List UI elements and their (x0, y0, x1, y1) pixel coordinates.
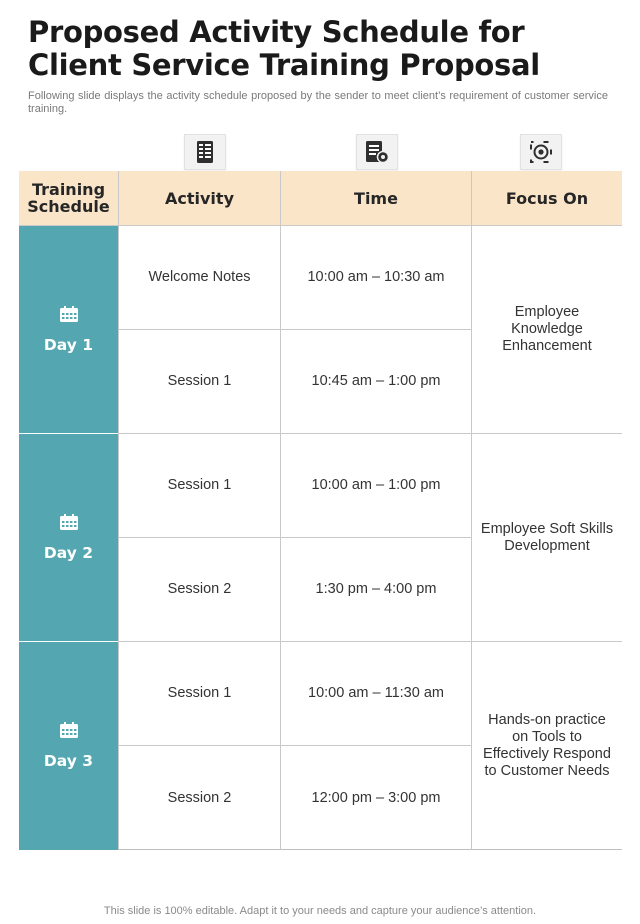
calendar-icon (59, 514, 79, 535)
grid-line (118, 171, 119, 850)
footer-note: This slide is 100% editable. Adapt it to your needs and capture your audience’s attention. (103, 905, 537, 917)
grid-line (118, 745, 471, 746)
header-training-schedule: Training Schedule (19, 171, 118, 225)
time-cell: 10:00 am – 1:00 pm (311, 477, 441, 493)
document-gear-icon (356, 134, 398, 170)
time-cell: 10:45 am – 1:00 pm (311, 373, 441, 389)
target-icon (520, 134, 562, 170)
grid-line (19, 225, 622, 226)
day-cell (19, 642, 118, 850)
activity-cell: Session 2 (167, 789, 232, 806)
activity-cell: Session 1 (167, 373, 232, 389)
header-activity: Activity (119, 171, 280, 225)
focus-cell: Hands-on practice on Tools to Effectively Respond to Customer Needs (483, 712, 611, 779)
activity-cell: Welcome Notes (148, 269, 251, 285)
time-cell: 10:00 am – 11:30 am (308, 685, 444, 701)
activity-cell: Session 1 (167, 477, 232, 493)
time-cell: 10:00 am – 10:30 am (307, 269, 445, 285)
header-time: Time (281, 171, 471, 225)
header-focus-on: Focus On (472, 171, 622, 225)
grid-line (118, 641, 622, 642)
focus-cell: Employee Soft Skills Development (480, 520, 614, 554)
day-cell (19, 434, 118, 641)
day-cell (19, 226, 118, 433)
focus-cell: Employee Knowledge Enhancement (502, 304, 592, 354)
day-label: Day 2 (43, 543, 94, 562)
activity-cell: Session 1 (167, 685, 232, 701)
grid-line (118, 329, 471, 330)
grid-line (280, 171, 281, 850)
activity-cell: Session 2 (167, 581, 232, 597)
grid-line (118, 433, 622, 434)
calendar-icon (59, 722, 79, 743)
day-label: Day 1 (43, 335, 94, 354)
calendar-icon (59, 306, 79, 327)
grid-line (471, 171, 472, 850)
time-cell: 1:30 pm – 4:00 pm (315, 581, 437, 597)
schedule-table (19, 171, 622, 850)
day-label: Day 3 (43, 752, 94, 770)
grid-line (118, 537, 471, 538)
page-title: Proposed Activity Schedule for Client Service Training Proposal (28, 15, 540, 82)
server-icon (184, 134, 226, 170)
time-cell: 12:00 pm – 3:00 pm (311, 789, 441, 806)
page-subtitle: Following slide displays the activity schedule proposed by the sender to meet client’s requirement of customer service training. (28, 90, 608, 115)
